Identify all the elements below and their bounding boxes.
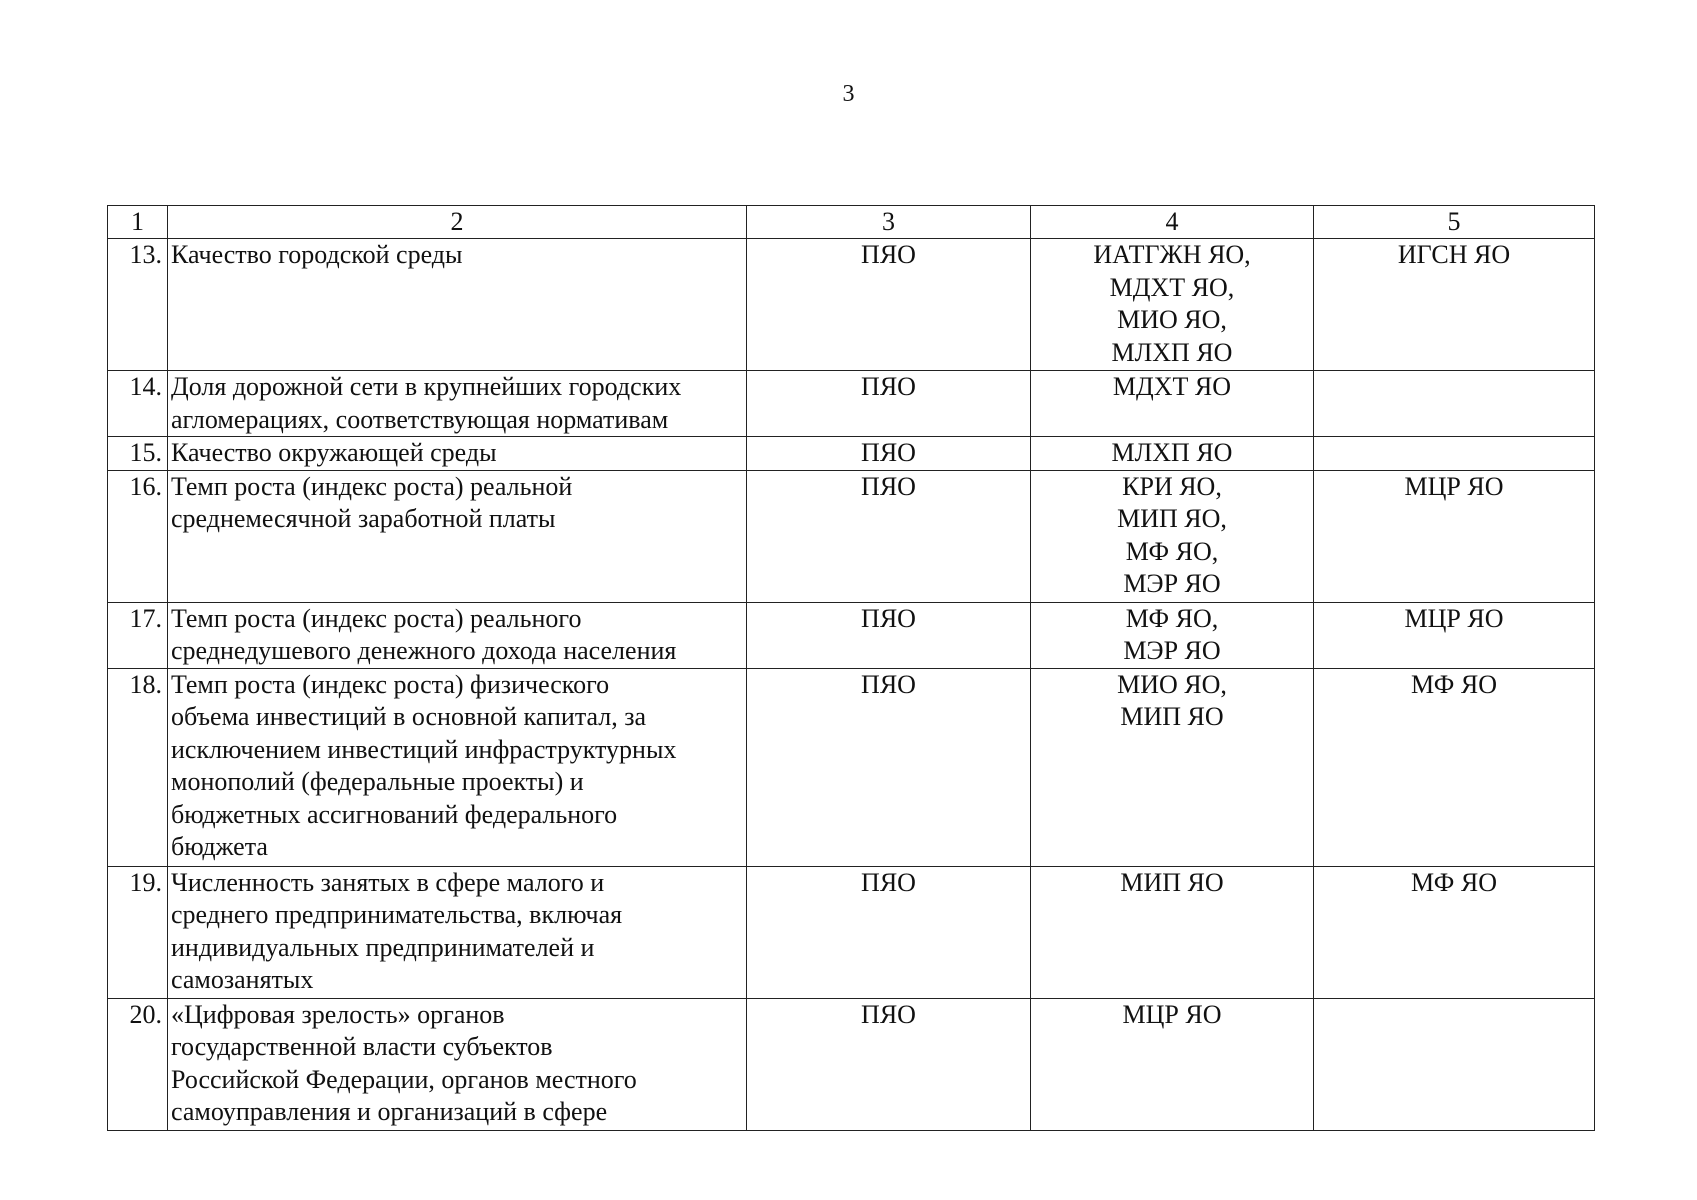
- coexecutor-cell: [1031, 371, 1314, 437]
- cell-line: МИП ЯО,: [1117, 504, 1227, 533]
- coexecutor-cell: [1031, 239, 1314, 371]
- row-number: 19.: [108, 866, 168, 998]
- cell-line: среднего предпринимательства, включая: [171, 900, 623, 929]
- cell-line: МЭР ЯО: [1123, 636, 1221, 665]
- indicator-name: [168, 239, 747, 371]
- indicator-name: [168, 866, 747, 998]
- cell-line: МФ ЯО: [1411, 867, 1497, 897]
- row-number: 20.: [108, 998, 168, 1130]
- cell-line: МЛХП ЯО: [1111, 438, 1233, 467]
- responsible-cell: [747, 668, 1031, 866]
- control-cell: [1314, 602, 1595, 668]
- cell-line: бюджетных ассигнований федерального: [171, 799, 618, 829]
- cell-line: агломерациях, соответствующая нормативам: [171, 404, 669, 434]
- table-row: [108, 602, 1595, 668]
- cell-line: МЦР ЯО: [1404, 471, 1504, 501]
- cell-line: Темп роста (индекс роста) физического: [171, 669, 610, 699]
- table-row: [108, 866, 1595, 998]
- cell-line: ПЯО: [861, 669, 916, 699]
- indicator-name: [168, 602, 747, 668]
- cell-line: МФ ЯО,: [1125, 536, 1219, 566]
- responsible-cell: [747, 239, 1031, 371]
- row-number: 18.: [108, 668, 168, 866]
- cell-line: МИО ЯО,: [1117, 669, 1227, 699]
- cell-line: МИО ЯО,: [1117, 305, 1227, 334]
- page-number: 3: [842, 81, 855, 107]
- control-cell: [1314, 866, 1595, 998]
- cell-line: ПЯО: [861, 999, 916, 1029]
- cell-line: ИГСН ЯО: [1397, 240, 1511, 269]
- control-cell: [1314, 998, 1595, 1130]
- indicator-name: [168, 437, 747, 471]
- cell-line: самоуправления и организаций в сфере: [171, 1097, 608, 1126]
- cell-line: МИП ЯО: [1120, 867, 1224, 897]
- cell-line: Темп роста (индекс роста) реальной: [171, 471, 573, 501]
- header-col-5: 5: [1314, 206, 1595, 239]
- responsible-cell: [747, 602, 1031, 668]
- cell-line: Доля дорожной сети в крупнейших городских: [171, 372, 682, 401]
- table-row: [108, 668, 1595, 866]
- cell-line: объема инвестиций в основной капитал, за: [171, 702, 647, 731]
- cell-line: исключением инвестиций инфраструктурных: [171, 734, 677, 764]
- cell-line: индивидуальных предпринимателей и: [171, 932, 595, 962]
- responsible-cell: [747, 437, 1031, 471]
- header-col-3: 3: [747, 206, 1031, 239]
- header-col-2: 2: [168, 206, 747, 239]
- control-cell: [1314, 470, 1595, 602]
- cell-line: государственной власти субъектов: [171, 1032, 553, 1061]
- table-row: [108, 998, 1595, 1130]
- cell-line: ИАТГЖН ЯО,: [1093, 240, 1251, 269]
- row-number: 13.: [108, 239, 168, 371]
- cell-line: МДХТ ЯО,: [1109, 272, 1235, 302]
- cell-line: МЦР ЯО: [1404, 603, 1504, 633]
- header-col-4: 4: [1031, 206, 1314, 239]
- responsibility-table: [107, 205, 1595, 1131]
- responsible-cell: [747, 998, 1031, 1130]
- cell-line: ПЯО: [861, 471, 916, 501]
- cell-line: среднедушевого денежного дохода населения: [171, 636, 677, 665]
- control-cell: [1314, 668, 1595, 866]
- cell-line: Российской Федерации, органов местного: [171, 1064, 637, 1094]
- indicator-name: [168, 998, 747, 1130]
- cell-line: ПЯО: [861, 372, 916, 401]
- coexecutor-cell: [1031, 437, 1314, 471]
- coexecutor-cell: [1031, 998, 1314, 1130]
- header-col-1: 1: [108, 206, 168, 239]
- cell-line: монополий (федеральные проекты) и: [171, 767, 584, 796]
- control-cell: [1314, 371, 1595, 437]
- row-number: 17.: [108, 602, 168, 668]
- coexecutor-cell: [1031, 668, 1314, 866]
- indicator-name: [168, 470, 747, 602]
- cell-line: ПЯО: [861, 240, 916, 269]
- responsible-cell: [747, 371, 1031, 437]
- cell-line: МЛХП ЯО: [1111, 337, 1233, 367]
- cell-line: ПЯО: [861, 438, 916, 467]
- cell-line: МЦР ЯО: [1122, 999, 1222, 1029]
- header-row: [108, 206, 1595, 239]
- cell-line: МЭР ЯО: [1123, 569, 1221, 598]
- control-cell: [1314, 437, 1595, 471]
- cell-line: МДХТ ЯО: [1112, 372, 1232, 401]
- row-number: 16.: [108, 470, 168, 602]
- cell-line: КРИ ЯО,: [1122, 471, 1222, 501]
- coexecutor-cell: [1031, 602, 1314, 668]
- row-number: 15.: [108, 437, 168, 471]
- control-cell: [1314, 239, 1595, 371]
- cell-line: «Цифровая зрелость» органов: [171, 999, 505, 1029]
- responsible-cell: [747, 470, 1031, 602]
- table-row: [108, 371, 1595, 437]
- table-row: [108, 470, 1595, 602]
- responsible-cell: [747, 866, 1031, 998]
- row-number: 14.: [108, 371, 168, 437]
- cell-line: МИП ЯО: [1120, 702, 1224, 731]
- coexecutor-cell: [1031, 866, 1314, 998]
- cell-line: Численность занятых в сфере малого и: [171, 867, 605, 897]
- cell-line: МФ ЯО,: [1125, 603, 1219, 633]
- cell-line: ПЯО: [861, 867, 916, 897]
- cell-line: МФ ЯО: [1411, 669, 1497, 699]
- cell-line: Темп роста (индекс роста) реального: [171, 603, 582, 633]
- cell-line: бюджета: [171, 832, 268, 861]
- cell-line: Качество городской среды: [171, 240, 463, 269]
- cell-line: Качество окружающей среды: [171, 438, 497, 467]
- table-row: [108, 437, 1595, 471]
- cell-line: ПЯО: [861, 603, 916, 633]
- table-body: [108, 239, 1595, 1131]
- indicator-name: [168, 668, 747, 866]
- cell-line: самозанятых: [171, 965, 314, 994]
- table-row: [108, 239, 1595, 371]
- indicator-name: [168, 371, 747, 437]
- coexecutor-cell: [1031, 470, 1314, 602]
- table-header: [108, 206, 1595, 239]
- cell-line: среднемесячной заработной платы: [171, 504, 556, 533]
